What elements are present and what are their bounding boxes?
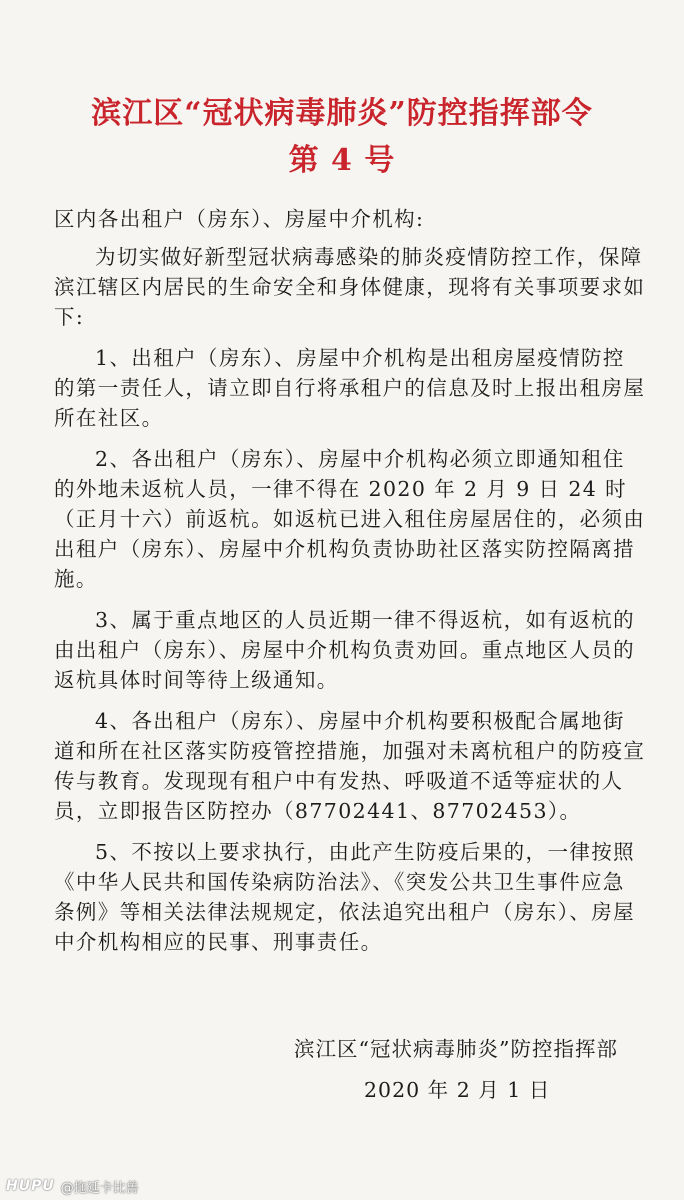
watermark-username: @拖延卡比兽: [60, 1180, 139, 1196]
document-number: 第 4 号: [288, 143, 396, 178]
document-title: 滨江区“冠状病毒肺炎”防控指挥部令: [91, 96, 593, 131]
item-1: 1、出租户（房东）、房屋中介机构是出租房屋疫情防控的第一责任人，请立即自行将承租户的信息及时上报出租房屋所在社区。: [54, 346, 646, 430]
item-3: 3、属于重点地区的人员近期一律不得返杭，如有返杭的由出租户（房东）、房屋中介机构负责劝回。重点地区人员的返杭具体时间等待上级通知。: [54, 608, 636, 692]
watermark: [6, 1176, 139, 1196]
issuer-signature: 滨江区“冠状病毒肺炎”防控指挥部: [294, 1037, 618, 1061]
addressee: 区内各出租户（房东）、房屋中介机构:: [54, 207, 425, 231]
hupu-logo: HUPU: [6, 1178, 55, 1194]
item-2: 2、各出租户（房东）、房屋中介机构必须立即通知租住的外地未返杭人员，一律不得在 2020 年 2 月 9 日 24 时（正月十六）前返杭。如返杭已进入租住房屋居住的，必须由出租户（房东）、房屋中介机构负责协助社区落实防控隔离措施。: [54, 447, 646, 591]
issue-date: 2020 年 2 月 1 日: [364, 1078, 551, 1102]
intro-paragraph: 为切实做好新型冠状病毒感染的肺炎疫情防控工作，保障滨江辖区内居民的生命安全和身体健康，现将有关事项要求如下:: [54, 245, 646, 329]
item-4: 4、各出租户（房东）、房屋中介机构要积极配合属地街道和所在社区落实防疫管控措施，加强对未离杭租户的防疫宣传与教育。发现现有租户中有发热、呼吸道不适等症状的人员，立即报告区防控办（87702441、87702453）。: [54, 709, 646, 823]
document-body: [54, 204, 646, 968]
item-5: 5、不按以上要求执行，由此产生防疫后果的，一律按照《中华人民共和国传染病防治法》、《突发公共卫生事件应急条例》等相关法律法规规定，依法追究出租户（房东）、房屋中介机构相应的民事、刑事责任。: [54, 840, 636, 954]
